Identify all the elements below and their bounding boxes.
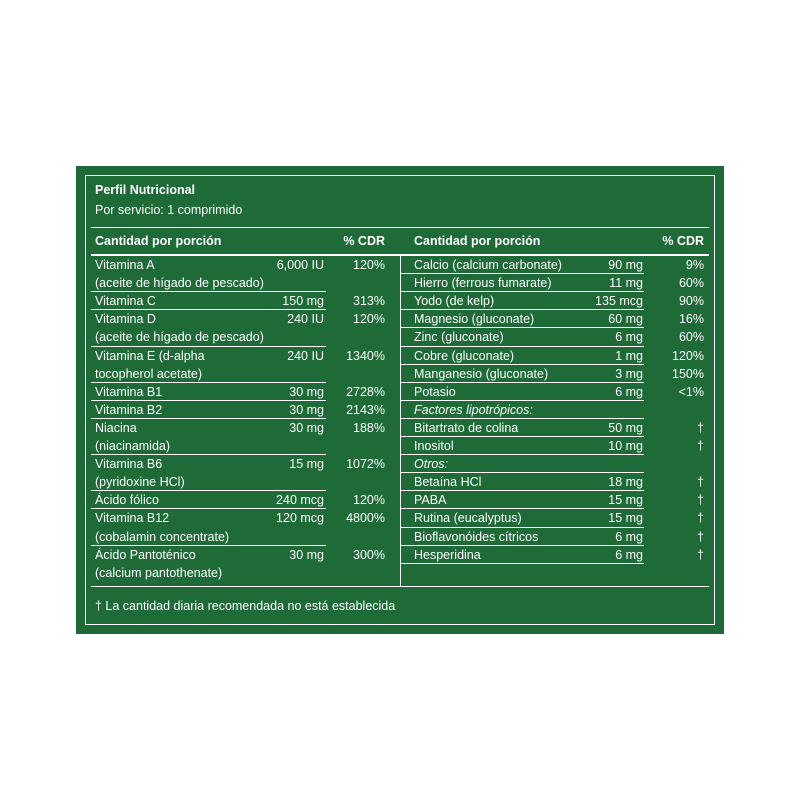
nutrient-name: Hesperidina (414, 547, 481, 562)
nutrient-name: Betaína HCl (414, 475, 482, 490)
nutrient-name: (aceite de hígado de pescado) (95, 276, 264, 291)
nutrient-amount: 15 mg (608, 511, 643, 526)
nutrient-pct: 2728% (346, 384, 385, 399)
nutrient-amount: 6 mg (615, 547, 643, 562)
nutrient-name: tocopherol acetate) (95, 366, 203, 381)
nutrient-name: Cobre (gluconate) (414, 348, 515, 363)
left-header-amount: Cantidad por porción (95, 234, 222, 248)
nutrition-panel (76, 166, 724, 634)
row-divider (400, 563, 644, 564)
nutrient-name: PABA (414, 493, 447, 508)
nutrient-name: Bioflavonóides cítricos (414, 529, 539, 544)
section-label: Otros: (414, 457, 449, 472)
nutrient-pct: 120% (353, 312, 385, 327)
nutrient-pct: 90% (678, 294, 704, 309)
nutrient-pct: 1340% (346, 348, 385, 363)
nutrient-name: Niacina (95, 420, 137, 435)
nutrient-pct: † (697, 475, 704, 490)
nutrient-amount: 18 mg (608, 475, 643, 490)
nutrient-pct: † (697, 439, 704, 453)
nutrient-name: (calcium pantothenate) (95, 565, 223, 580)
nutrient-amount: 240 mcg (276, 493, 324, 508)
nutrient-amount: 15 mg (289, 457, 324, 472)
nutrient-name: Manganesio (gluconate) (414, 366, 549, 381)
nutrient-pct: 120% (672, 348, 704, 363)
nutrient-name: Vitamina B12 (95, 511, 170, 526)
nutrient-pct: † (697, 493, 704, 508)
footnote: † La cantidad diaria recomendada no está establecida (95, 599, 396, 613)
panel-subtitle: Por servicio: 1 comprimido (95, 203, 243, 217)
nutrient-pct: † (697, 547, 704, 562)
nutrient-name: Zinc (gluconate) (414, 330, 504, 345)
nutrient-name: Ácido Pantoténico (95, 547, 196, 562)
nutrient-name: Inositol (414, 439, 454, 453)
nutrient-pct: 188% (353, 420, 385, 435)
nutrient-name: (niacinamida) (95, 439, 171, 453)
nutrient-name: Hierro (ferrous fumarate) (414, 276, 552, 291)
nutrient-name: Magnesio (gluconate) (414, 312, 535, 327)
nutrient-amount: 1 mg (615, 348, 643, 363)
nutrient-amount: 30 mg (289, 402, 324, 417)
left-header-pct: % CDR (343, 234, 385, 248)
nutrient-amount: 240 IU (287, 348, 324, 363)
nutrient-amount: 6,000 IU (276, 258, 324, 272)
nutrient-amount: 11 mg (609, 276, 643, 291)
nutrient-amount: 50 mg (608, 420, 643, 435)
nutrient-name: Bitartrato de colina (414, 420, 519, 435)
nutrient-name: Vitamina D (95, 312, 156, 327)
nutrient-name: Vitamina B6 (95, 457, 163, 472)
nutrient-pct: 120% (353, 258, 385, 272)
nutrient-name: Vitamina B1 (95, 384, 163, 399)
nutrient-amount: 150 mg (282, 294, 324, 309)
nutrient-amount: 30 mg (289, 420, 324, 435)
divider-bottom (91, 586, 709, 587)
nutrient-name: Ácido fólico (95, 493, 159, 508)
nutrient-pct: 1072% (346, 457, 385, 472)
nutrient-amount: 6 mg (615, 529, 643, 544)
nutrient-amount: 6 mg (615, 384, 643, 399)
nutrient-pct: 300% (353, 547, 385, 562)
section-label: Factores lipotrópicos: (414, 402, 533, 417)
right-header-pct: % CDR (662, 234, 704, 248)
nutrient-amount: 3 mg (615, 366, 643, 381)
nutrient-amount: 30 mg (289, 384, 324, 399)
nutrient-pct: † (697, 511, 704, 526)
nutrient-amount: 15 mg (608, 493, 643, 508)
right-header-amount: Cantidad por porción (414, 234, 541, 248)
nutrient-name: (cobalamin concentrate) (95, 529, 230, 544)
nutrient-name: Vitamina A (95, 258, 155, 272)
nutrient-pct: 4800% (346, 511, 385, 526)
nutrient-name: Vitamina E (d-alpha (95, 348, 205, 363)
divider-top (91, 227, 709, 228)
nutrient-pct: 60% (678, 330, 704, 345)
nutrient-name: Calcio (calcium carbonate) (414, 258, 562, 272)
nutrient-amount: 30 mg (289, 547, 324, 562)
nutrient-amount: 10 mg (608, 439, 643, 453)
nutrient-amount: 60 mg (608, 312, 643, 327)
nutrient-pct: <1% (678, 384, 704, 399)
nutrient-pct: 2143% (346, 402, 385, 417)
nutrient-name: Vitamina C (95, 294, 156, 309)
nutrient-name: Vitamina B2 (95, 402, 163, 417)
nutrient-pct: 120% (353, 493, 385, 508)
nutrient-name: Yodo (de kelp) (414, 294, 495, 309)
nutrient-amount: 240 IU (287, 312, 324, 327)
nutrient-name: Rutina (eucalyptus) (414, 511, 522, 526)
nutrient-pct: 313% (353, 294, 385, 309)
nutrient-pct: † (697, 420, 704, 435)
nutrient-amount: 6 mg (615, 330, 643, 345)
nutrient-name: (pyridoxine HCl) (95, 475, 185, 490)
nutrient-amount: 135 mcg (595, 294, 643, 309)
nutrient-pct: 150% (672, 366, 704, 381)
nutrient-amount: 90 mg (608, 258, 643, 272)
panel-title: Perfil Nutricional (95, 183, 196, 197)
nutrient-name: (aceite de hígado de pescado) (95, 330, 264, 345)
nutrient-pct: 16% (678, 312, 704, 327)
nutrient-name: Potasio (414, 384, 456, 399)
nutrient-pct: 60% (678, 276, 704, 291)
nutrient-amount: 120 mcg (276, 511, 324, 526)
nutrient-pct: 9% (685, 258, 704, 272)
nutrient-pct: † (697, 529, 704, 544)
column-divider (400, 255, 401, 586)
